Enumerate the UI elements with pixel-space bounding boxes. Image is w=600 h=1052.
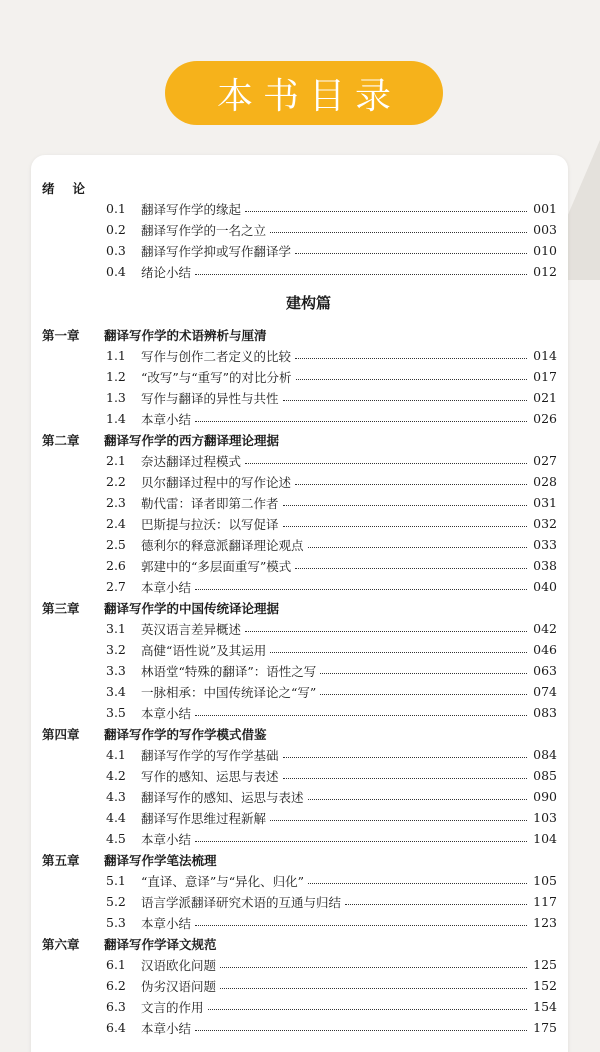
section-title: 本章小结 <box>141 915 192 931</box>
toc-section-row[interactable] <box>42 954 557 975</box>
page-number: 042 <box>533 621 557 636</box>
dot-leader <box>220 988 527 989</box>
page-number: 117 <box>533 894 557 909</box>
section-number: 2.2 <box>106 474 126 489</box>
toc-section-row[interactable] <box>42 744 557 765</box>
intro-label: 绪论 <box>42 180 104 196</box>
toc-section-row[interactable] <box>42 828 557 849</box>
section-title: 伪劣汉语问题 <box>141 978 217 994</box>
chapter-number: 第五章 <box>42 852 80 868</box>
page-number: 033 <box>533 537 557 552</box>
page-number: 012 <box>533 264 557 279</box>
section-number: 6.1 <box>106 957 126 972</box>
dot-leader <box>195 274 527 275</box>
toc-section-row[interactable] <box>42 513 557 534</box>
section-number: 5.1 <box>106 873 126 888</box>
section-number: 0.4 <box>106 264 126 279</box>
section-title: 汉语欧化问题 <box>141 957 217 973</box>
chapter-title: 翻译写作学的西方翻译理论理据 <box>104 432 280 448</box>
section-number: 3.2 <box>106 642 126 657</box>
section-number: 1.4 <box>106 411 126 426</box>
chapter-heading[interactable] <box>42 849 557 870</box>
dot-leader <box>283 778 527 779</box>
section-title: 翻译写作学抑或写作翻译学 <box>141 243 292 259</box>
section-title: 英汉语言差异概述 <box>141 621 242 637</box>
table-of-contents <box>42 177 557 1038</box>
toc-section-row[interactable] <box>42 1017 557 1038</box>
section-title: 林语堂“特殊的翻译”：语性之写 <box>141 663 317 679</box>
section-number: 4.2 <box>106 768 126 783</box>
section-title: 奈达翻译过程模式 <box>141 453 242 469</box>
dot-leader <box>195 1030 527 1031</box>
section-title: 本章小结 <box>141 1020 192 1036</box>
toc-section-row[interactable] <box>42 786 557 807</box>
toc-section-row[interactable] <box>42 765 557 786</box>
toc-section-row[interactable] <box>42 240 557 261</box>
chapter-heading[interactable] <box>42 324 557 345</box>
toc-section-row[interactable] <box>42 996 557 1017</box>
chapter-heading[interactable] <box>42 429 557 450</box>
section-number: 5.2 <box>106 894 126 909</box>
section-number: 0.1 <box>106 201 126 216</box>
toc-section-row[interactable] <box>42 450 557 471</box>
page-number: 104 <box>533 831 557 846</box>
section-number: 6.2 <box>106 978 126 993</box>
section-title: 高健“语性说”及其运用 <box>141 642 267 658</box>
dot-leader <box>195 715 527 716</box>
chapter-number: 第一章 <box>42 327 80 343</box>
section-number: 6.3 <box>106 999 126 1014</box>
section-title: 郭建中的“多层面重写”模式 <box>141 558 292 574</box>
page-number: 074 <box>533 684 557 699</box>
section-number: 4.5 <box>106 831 126 846</box>
page-number: 123 <box>533 915 557 930</box>
chapter-title: 翻译写作学的写作学模式借鉴 <box>104 726 267 742</box>
dot-leader <box>220 967 527 968</box>
dot-leader <box>195 925 527 926</box>
section-number: 2.3 <box>106 495 126 510</box>
page-number: 090 <box>533 789 557 804</box>
section-number: 4.1 <box>106 747 126 762</box>
section-number: 3.5 <box>106 705 126 720</box>
toc-section-row[interactable] <box>42 492 557 513</box>
section-title: 贝尔翻译过程中的写作论述 <box>141 474 292 490</box>
chapter-number: 第二章 <box>42 432 80 448</box>
page-number: 017 <box>533 369 557 384</box>
page-number: 031 <box>533 495 557 510</box>
page-title: 本书目录 <box>165 61 443 125</box>
dot-leader <box>270 820 527 821</box>
dot-leader <box>320 694 527 695</box>
page-number: 028 <box>533 474 557 489</box>
chapter-title: 翻译写作学的中国传统译论理据 <box>104 600 280 616</box>
dot-leader <box>208 1009 527 1010</box>
page-number: 021 <box>533 390 557 405</box>
dot-leader <box>195 589 527 590</box>
section-number: 1.3 <box>106 390 126 405</box>
dot-leader <box>295 568 527 569</box>
section-title: 本章小结 <box>141 579 192 595</box>
section-title: “直译、意译”与“异化、归化” <box>141 873 305 889</box>
dot-leader <box>345 904 527 905</box>
dot-leader <box>295 253 527 254</box>
dot-leader <box>245 631 527 632</box>
toc-section-row[interactable] <box>42 870 557 891</box>
dot-leader <box>270 652 527 653</box>
section-title: 写作的感知、运思与表述 <box>141 768 279 784</box>
page-number: 001 <box>533 201 557 216</box>
toc-section-row[interactable] <box>42 261 557 282</box>
toc-section-row[interactable] <box>42 555 557 576</box>
section-title: 德利尔的释意派翻译理论观点 <box>141 537 304 553</box>
intro-heading <box>42 177 557 198</box>
page-number: 152 <box>533 978 557 993</box>
dot-leader <box>308 547 527 548</box>
toc-section-row[interactable] <box>42 471 557 492</box>
chapter-number: 第六章 <box>42 936 80 952</box>
section-title: 语言学派翻译研究术语的互通与归结 <box>141 894 342 910</box>
section-title: 本章小结 <box>141 831 192 847</box>
toc-section-row[interactable] <box>42 576 557 597</box>
toc-section-row[interactable] <box>42 912 557 933</box>
toc-section-row[interactable] <box>42 891 557 912</box>
dot-leader <box>308 799 527 800</box>
toc-section-row[interactable] <box>42 408 557 429</box>
toc-section-row[interactable] <box>42 366 557 387</box>
toc-section-row[interactable] <box>42 534 557 555</box>
section-number: 2.1 <box>106 453 126 468</box>
page-number: 038 <box>533 558 557 573</box>
dot-leader <box>320 673 527 674</box>
page-number: 026 <box>533 411 557 426</box>
dot-leader <box>245 211 527 212</box>
section-number: 2.4 <box>106 516 126 531</box>
page-number: 003 <box>533 222 557 237</box>
section-number: 3.3 <box>106 663 126 678</box>
chapter-title: 翻译写作学译文规范 <box>104 936 217 952</box>
section-title: 绪论小结 <box>141 264 192 280</box>
page-number: 046 <box>533 642 557 657</box>
toc-section-row[interactable] <box>42 618 557 639</box>
dot-leader <box>195 421 527 422</box>
dot-leader <box>195 841 527 842</box>
section-number: 5.3 <box>106 915 126 930</box>
page-number: 084 <box>533 747 557 762</box>
page-number: 105 <box>533 873 557 888</box>
chapter-number: 第四章 <box>42 726 80 742</box>
toc-section-row[interactable] <box>42 807 557 828</box>
section-title: 文言的作用 <box>141 999 204 1015</box>
page-number: 154 <box>533 999 557 1014</box>
dot-leader <box>295 484 527 485</box>
page-number: 085 <box>533 768 557 783</box>
toc-section-row[interactable] <box>42 702 557 723</box>
section-number: 4.4 <box>106 810 126 825</box>
toc-section-row[interactable] <box>42 387 557 408</box>
dot-leader <box>283 505 527 506</box>
section-title: 一脉相承：中国传统译论之“写” <box>141 684 317 700</box>
page-number: 175 <box>533 1020 557 1035</box>
section-number: 1.1 <box>106 348 126 363</box>
section-title: 本章小结 <box>141 705 192 721</box>
dot-leader <box>283 526 527 527</box>
section-title: 巴斯提与拉沃：以写促译 <box>141 516 279 532</box>
section-number: 2.5 <box>106 537 126 552</box>
toc-section-row[interactable] <box>42 219 557 240</box>
page-number: 014 <box>533 348 557 363</box>
section-title: “改写”与“重写”的对比分析 <box>141 369 292 385</box>
page-number: 063 <box>533 663 557 678</box>
section-title: 翻译写作学的一名之立 <box>141 222 267 238</box>
section-number: 0.2 <box>106 222 126 237</box>
page-number: 040 <box>533 579 557 594</box>
chapter-heading[interactable] <box>42 723 557 744</box>
section-number: 1.2 <box>106 369 126 384</box>
page-number: 027 <box>533 453 557 468</box>
section-number: 6.4 <box>106 1020 126 1035</box>
toc-section-row[interactable] <box>42 345 557 366</box>
chapter-heading[interactable] <box>42 933 557 954</box>
chapter-title: 翻译写作学笔法梳理 <box>104 852 217 868</box>
section-title: 翻译写作的感知、运思与表述 <box>141 789 304 805</box>
chapter-number: 第三章 <box>42 600 80 616</box>
section-number: 0.3 <box>106 243 126 258</box>
section-title: 翻译写作思维过程新解 <box>141 810 267 826</box>
section-title: 翻译写作学的写作学基础 <box>141 747 279 763</box>
dot-leader <box>308 883 527 884</box>
page-number: 083 <box>533 705 557 720</box>
dot-leader <box>283 400 527 401</box>
section-title: 写作与翻译的异性与共性 <box>141 390 279 406</box>
toc-section-row[interactable] <box>42 975 557 996</box>
dot-leader <box>295 358 527 359</box>
part-title: 建构篇 <box>285 294 331 312</box>
section-title: 本章小结 <box>141 411 192 427</box>
page-number: 125 <box>533 957 557 972</box>
dot-leader <box>245 463 527 464</box>
section-number: 3.4 <box>106 684 126 699</box>
dot-leader <box>270 232 527 233</box>
toc-section-row[interactable] <box>42 660 557 681</box>
toc-section-row[interactable] <box>42 198 557 219</box>
section-number: 2.6 <box>106 558 126 573</box>
section-title: 勒代雷：译者即第二作者 <box>141 495 279 511</box>
section-number: 2.7 <box>106 579 126 594</box>
chapter-title: 翻译写作学的术语辨析与厘清 <box>104 327 267 343</box>
section-number: 4.3 <box>106 789 126 804</box>
dot-leader <box>283 757 527 758</box>
section-number: 3.1 <box>106 621 126 636</box>
dot-leader <box>296 379 527 380</box>
toc-section-row[interactable] <box>42 639 557 660</box>
page-number: 010 <box>533 243 557 258</box>
section-title: 写作与创作二者定义的比较 <box>141 348 292 364</box>
page-number: 103 <box>533 810 557 825</box>
toc-section-row[interactable] <box>42 681 557 702</box>
chapter-heading[interactable] <box>42 597 557 618</box>
section-title: 翻译写作学的缘起 <box>141 201 242 217</box>
page-number: 032 <box>533 516 557 531</box>
